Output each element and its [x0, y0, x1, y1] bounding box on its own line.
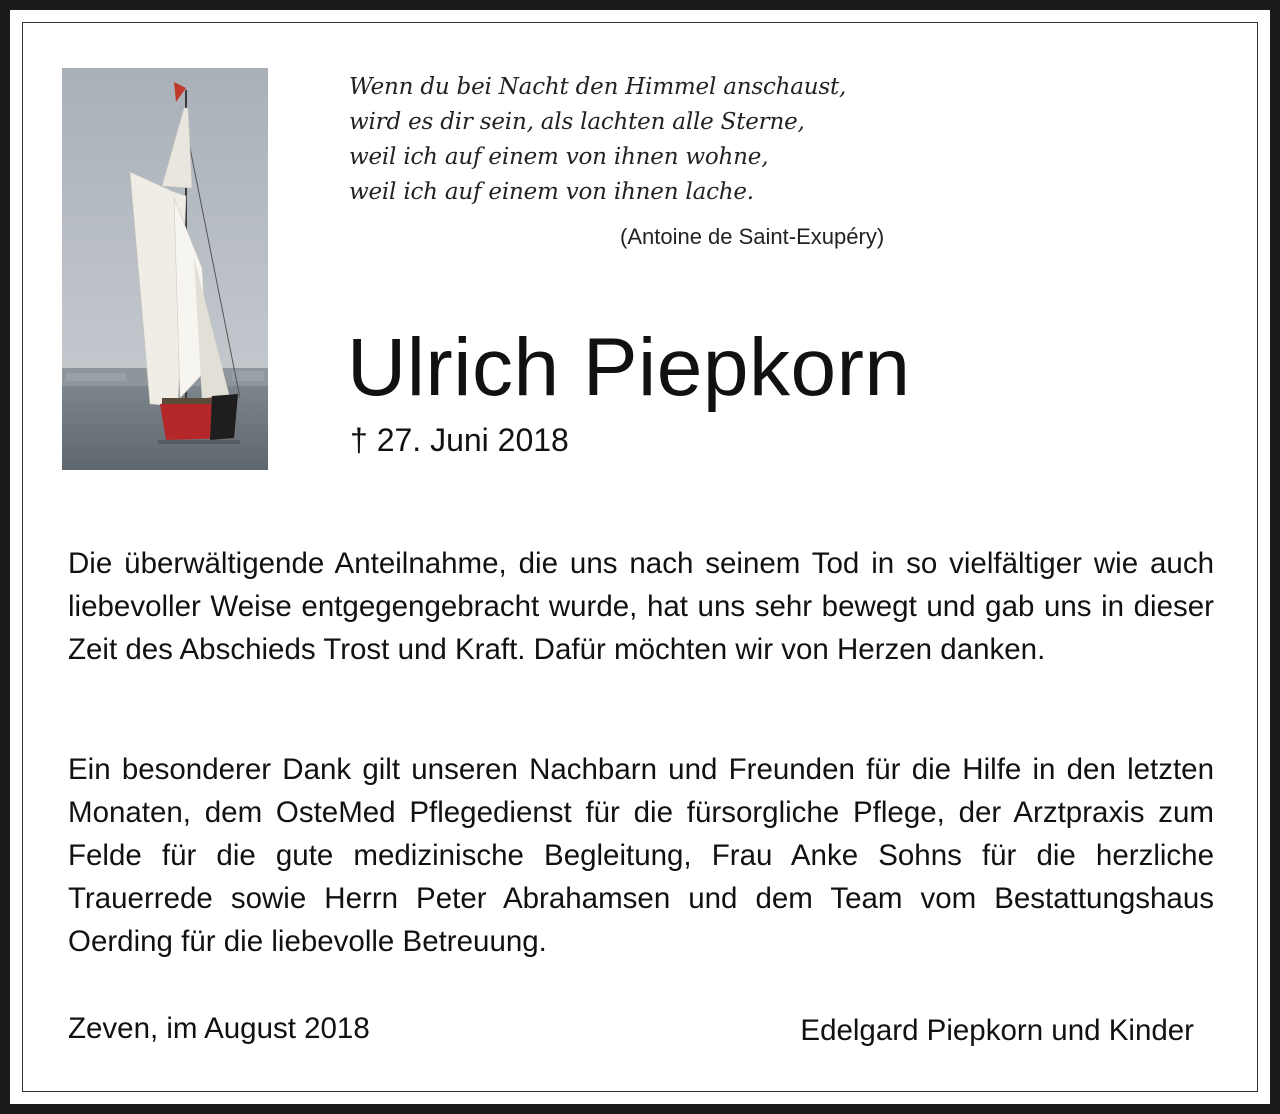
poem-line: weil ich auf einem von ihnen lache. — [349, 179, 754, 205]
poem-author: (Antoine de Saint-Exupéry) — [620, 224, 885, 249]
obituary-notice — [10, 10, 1270, 1104]
special-thanks-paragraph: Ein besonderer Dank gilt unseren Nachbarn und Freunden für die Hilfe in den letzten Monaten, dem OsteMed Pflegedienst für die fürsorgliche Pflege, der Arztpraxis zum Felde für die gute medizinische Begleitung, Frau Anke Sohns für die herzliche Trauerrede sowie Herrn Peter Abrahamsen und dem Team vom Bestattungshaus Oerding für die liebevolle Betreuung. — [68, 753, 1214, 958]
thanks-paragraph: Die überwältigende Anteilnahme, die uns nach seinem Tod in so vielfältiger wie auch liebevoller Weise entgegengebracht wurde, hat uns sehr bewegt und gab uns in dieser Zeit des Abschieds Trost und Kraft. Dafür möchten wir von Herzen danken. — [68, 547, 1214, 666]
poem-line: weil ich auf einem von ihnen wohne, — [349, 144, 769, 170]
sailing-ship-photo — [62, 68, 268, 470]
deceased-name: Ulrich Piepkorn — [347, 322, 911, 413]
poem-line: wird es dir sein, als lachten alle Sterne, — [349, 109, 805, 135]
death-date: † 27. Juni 2018 — [350, 422, 569, 458]
poem-quote — [349, 70, 846, 210]
place-date: Zeven, im August 2018 — [68, 1012, 370, 1045]
signature: Edelgard Piepkorn und Kinder — [800, 1014, 1194, 1047]
poem-line: Wenn du bei Nacht den Himmel anschaust, — [349, 74, 847, 100]
